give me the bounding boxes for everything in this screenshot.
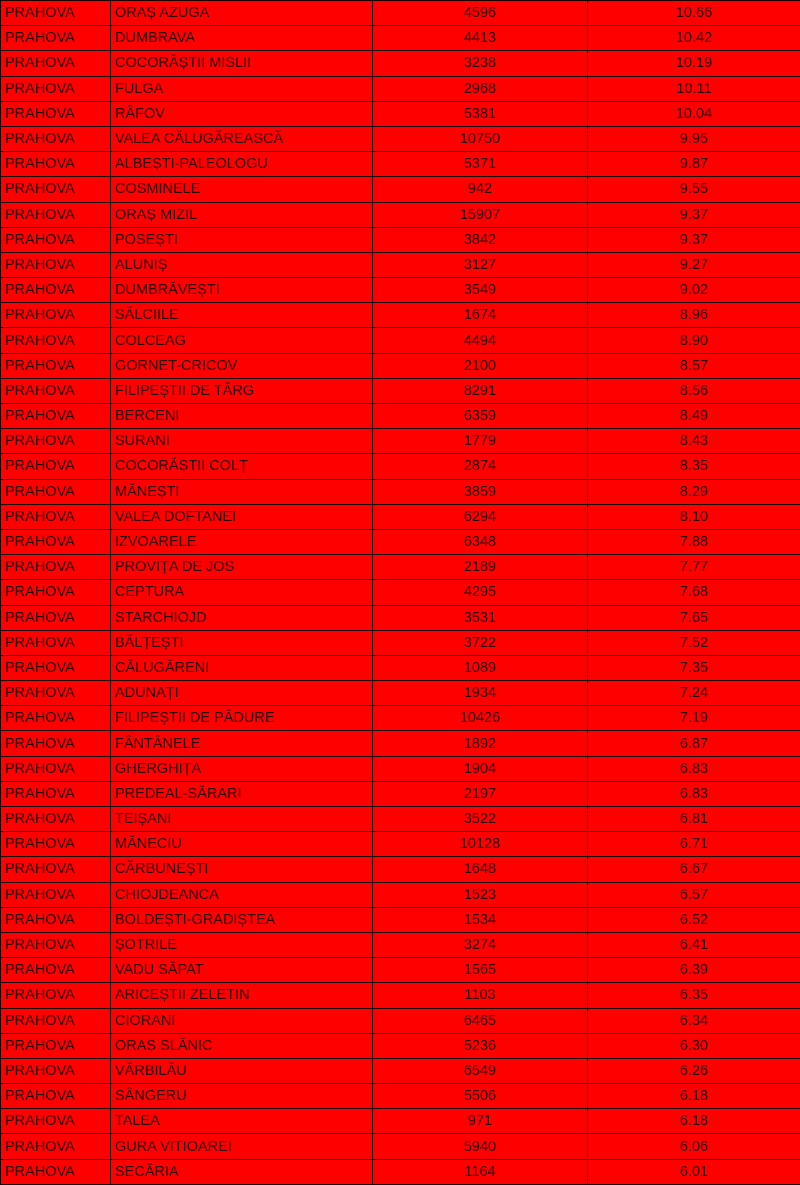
population-cell: 3238 [373, 51, 588, 76]
county-cell: PRAHOVA [1, 353, 111, 378]
locality-cell: CIORANI [111, 1008, 373, 1033]
county-cell: PRAHOVA [1, 958, 111, 983]
locality-cell: ORAȘ SLĂNIC [111, 1033, 373, 1058]
value-cell: 7.65 [588, 605, 800, 630]
locality-cell: SÂNGERU [111, 1084, 373, 1109]
population-cell: 3859 [373, 479, 588, 504]
value-cell: 8.57 [588, 353, 800, 378]
table-row [1, 479, 800, 504]
table-row [1, 1058, 800, 1083]
locality-cell: ORAȘ MIZIL [111, 202, 373, 227]
table-row [1, 630, 800, 655]
population-cell: 1904 [373, 756, 588, 781]
table-row [1, 1, 800, 26]
locality-cell: SECĂRIA [111, 1159, 373, 1184]
county-cell: PRAHOVA [1, 1008, 111, 1033]
county-cell: PRAHOVA [1, 630, 111, 655]
population-cell: 5381 [373, 101, 588, 126]
locality-cell: ORAȘ AZUGA [111, 1, 373, 26]
table-row [1, 101, 800, 126]
county-cell: PRAHOVA [1, 983, 111, 1008]
locality-cell: STARCHIOJD [111, 605, 373, 630]
population-cell: 1534 [373, 907, 588, 932]
population-cell: 5371 [373, 152, 588, 177]
table-row [1, 580, 800, 605]
population-cell: 3274 [373, 932, 588, 957]
table-row [1, 429, 800, 454]
population-cell: 10426 [373, 706, 588, 731]
county-cell: PRAHOVA [1, 681, 111, 706]
county-cell: PRAHOVA [1, 177, 111, 202]
value-cell: 6.57 [588, 882, 800, 907]
value-cell: 7.24 [588, 681, 800, 706]
population-cell: 1892 [373, 731, 588, 756]
population-cell: 1648 [373, 857, 588, 882]
value-cell: 9.95 [588, 126, 800, 151]
county-cell: PRAHOVA [1, 126, 111, 151]
table-row [1, 252, 800, 277]
locality-cell: COLCEAG [111, 328, 373, 353]
value-cell: 6.87 [588, 731, 800, 756]
value-cell: 8.56 [588, 378, 800, 403]
county-cell: PRAHOVA [1, 278, 111, 303]
locality-cell: VALEA DOFTANEI [111, 504, 373, 529]
locality-cell: FILIPEȘTII DE TÂRG [111, 378, 373, 403]
table-row [1, 1109, 800, 1134]
table-row [1, 227, 800, 252]
locality-cell: DUMBRAVA [111, 26, 373, 51]
table-row [1, 1008, 800, 1033]
county-cell: PRAHOVA [1, 882, 111, 907]
county-cell: PRAHOVA [1, 907, 111, 932]
population-cell: 1103 [373, 983, 588, 1008]
population-cell: 1674 [373, 303, 588, 328]
value-cell: 6.83 [588, 781, 800, 806]
value-cell: 9.87 [588, 152, 800, 177]
county-cell: PRAHOVA [1, 832, 111, 857]
table-row [1, 605, 800, 630]
value-cell: 6.30 [588, 1033, 800, 1058]
value-cell: 9.37 [588, 227, 800, 252]
population-cell: 5940 [373, 1134, 588, 1159]
locality-cell: ADUNAȚI [111, 681, 373, 706]
county-cell: PRAHOVA [1, 76, 111, 101]
population-cell: 1164 [373, 1159, 588, 1184]
value-cell: 8.96 [588, 303, 800, 328]
value-cell: 6.01 [588, 1159, 800, 1184]
locality-cell: BERCENI [111, 404, 373, 429]
table-row [1, 655, 800, 680]
table-row [1, 328, 800, 353]
table-row [1, 681, 800, 706]
county-cell: PRAHOVA [1, 731, 111, 756]
county-cell: PRAHOVA [1, 1, 111, 26]
table-row [1, 983, 800, 1008]
locality-cell: CĂLUGĂRENI [111, 655, 373, 680]
value-cell: 7.19 [588, 706, 800, 731]
locality-cell: ALUNIȘ [111, 252, 373, 277]
county-cell: PRAHOVA [1, 479, 111, 504]
table-row [1, 706, 800, 731]
county-cell: PRAHOVA [1, 1159, 111, 1184]
county-cell: PRAHOVA [1, 101, 111, 126]
county-cell: PRAHOVA [1, 26, 111, 51]
county-cell: PRAHOVA [1, 655, 111, 680]
county-cell: PRAHOVA [1, 1134, 111, 1159]
value-cell: 6.35 [588, 983, 800, 1008]
population-cell: 2197 [373, 781, 588, 806]
locality-cell: TEIȘANI [111, 807, 373, 832]
county-cell: PRAHOVA [1, 706, 111, 731]
table-row [1, 177, 800, 202]
value-cell: 10.04 [588, 101, 800, 126]
county-cell: PRAHOVA [1, 429, 111, 454]
locality-cell: MĂNECIU [111, 832, 373, 857]
value-cell: 8.43 [588, 429, 800, 454]
locality-cell: GURA VITIOAREI [111, 1134, 373, 1159]
value-cell: 6.81 [588, 807, 800, 832]
table-row [1, 907, 800, 932]
table-row [1, 303, 800, 328]
table-row [1, 504, 800, 529]
county-cell: PRAHOVA [1, 152, 111, 177]
county-cell: PRAHOVA [1, 1084, 111, 1109]
population-cell: 1934 [373, 681, 588, 706]
population-cell: 3127 [373, 252, 588, 277]
county-cell: PRAHOVA [1, 378, 111, 403]
locality-cell: SURANI [111, 429, 373, 454]
population-cell: 4295 [373, 580, 588, 605]
population-cell: 1089 [373, 655, 588, 680]
value-cell: 8.35 [588, 454, 800, 479]
table-row [1, 278, 800, 303]
population-cell: 4596 [373, 1, 588, 26]
locality-cell: CHIOJDEANCA [111, 882, 373, 907]
locality-cell: PROVIȚA DE JOS [111, 555, 373, 580]
table-row [1, 1033, 800, 1058]
table-row [1, 731, 800, 756]
locality-cell: FULGA [111, 76, 373, 101]
value-cell: 7.77 [588, 555, 800, 580]
population-cell: 2968 [373, 76, 588, 101]
value-cell: 7.52 [588, 630, 800, 655]
value-cell: 6.67 [588, 857, 800, 882]
population-cell: 1565 [373, 958, 588, 983]
value-cell: 6.39 [588, 958, 800, 983]
value-cell: 9.27 [588, 252, 800, 277]
table-row [1, 378, 800, 403]
county-cell: PRAHOVA [1, 857, 111, 882]
county-cell: PRAHOVA [1, 51, 111, 76]
population-cell: 3549 [373, 278, 588, 303]
value-cell: 10.11 [588, 76, 800, 101]
population-cell: 1779 [373, 429, 588, 454]
locality-cell: GORNET-CRICOV [111, 353, 373, 378]
county-cell: PRAHOVA [1, 1033, 111, 1058]
locality-cell: FÂNTÂNELE [111, 731, 373, 756]
county-cell: PRAHOVA [1, 529, 111, 554]
population-cell: 3722 [373, 630, 588, 655]
locality-cell: VADU SĂPAT [111, 958, 373, 983]
population-cell: 4494 [373, 328, 588, 353]
table-row [1, 1134, 800, 1159]
county-cell: PRAHOVA [1, 807, 111, 832]
value-cell: 6.18 [588, 1109, 800, 1134]
population-cell: 10750 [373, 126, 588, 151]
table-row [1, 756, 800, 781]
value-cell: 9.02 [588, 278, 800, 303]
table-row [1, 932, 800, 957]
county-cell: PRAHOVA [1, 605, 111, 630]
table-row [1, 454, 800, 479]
county-cell: PRAHOVA [1, 454, 111, 479]
population-cell: 6348 [373, 529, 588, 554]
population-cell: 6549 [373, 1058, 588, 1083]
table-row [1, 555, 800, 580]
population-cell: 6359 [373, 404, 588, 429]
locality-cell: PREDEAL-SĂRARI [111, 781, 373, 806]
value-cell: 7.68 [588, 580, 800, 605]
table-row [1, 529, 800, 554]
population-cell: 15907 [373, 202, 588, 227]
table-row [1, 1159, 800, 1184]
population-cell: 2100 [373, 353, 588, 378]
county-cell: PRAHOVA [1, 756, 111, 781]
county-cell: PRAHOVA [1, 227, 111, 252]
locality-cell: FILIPEȘTII DE PĂDURE [111, 706, 373, 731]
locality-cell: COSMINELE [111, 177, 373, 202]
table-row [1, 857, 800, 882]
value-cell: 7.88 [588, 529, 800, 554]
county-cell: PRAHOVA [1, 504, 111, 529]
locality-cell: CĂRBUNEȘTI [111, 857, 373, 882]
table-row [1, 404, 800, 429]
table-row [1, 126, 800, 151]
population-cell: 6465 [373, 1008, 588, 1033]
locality-cell: COCORĂȘTII COLȚ [111, 454, 373, 479]
value-cell: 8.29 [588, 479, 800, 504]
locality-cell: VĂRBILĂU [111, 1058, 373, 1083]
table-row [1, 353, 800, 378]
locality-cell: BOLDEȘTI-GRADIȘTEA [111, 907, 373, 932]
locality-cell: BĂLȚEȘTI [111, 630, 373, 655]
population-cell: 5506 [373, 1084, 588, 1109]
population-cell: 4413 [373, 26, 588, 51]
locality-cell: ALBEȘTI-PALEOLOGU [111, 152, 373, 177]
county-cell: PRAHOVA [1, 932, 111, 957]
value-cell: 6.34 [588, 1008, 800, 1033]
value-cell: 8.10 [588, 504, 800, 529]
population-cell: 942 [373, 177, 588, 202]
table-row [1, 807, 800, 832]
value-cell: 8.90 [588, 328, 800, 353]
population-cell: 971 [373, 1109, 588, 1134]
value-cell: 6.41 [588, 932, 800, 957]
value-cell: 6.06 [588, 1134, 800, 1159]
value-cell: 8.49 [588, 404, 800, 429]
value-cell: 10.42 [588, 26, 800, 51]
value-cell: 7.35 [588, 655, 800, 680]
table-row [1, 781, 800, 806]
county-cell: PRAHOVA [1, 1058, 111, 1083]
table-row [1, 26, 800, 51]
population-cell: 2189 [373, 555, 588, 580]
county-cell: PRAHOVA [1, 303, 111, 328]
locality-cell: IZVOARELE [111, 529, 373, 554]
table-body [1, 1, 800, 1185]
population-cell: 10128 [373, 832, 588, 857]
population-cell: 3842 [373, 227, 588, 252]
county-cell: PRAHOVA [1, 404, 111, 429]
population-cell: 3522 [373, 807, 588, 832]
population-cell: 1523 [373, 882, 588, 907]
value-cell: 10.66 [588, 1, 800, 26]
table-row [1, 832, 800, 857]
table-row [1, 76, 800, 101]
value-cell: 10.19 [588, 51, 800, 76]
locality-cell: ȘOTRILE [111, 932, 373, 957]
county-cell: PRAHOVA [1, 328, 111, 353]
locality-cell: TALEA [111, 1109, 373, 1134]
table-row [1, 882, 800, 907]
locality-cell: CEPTURA [111, 580, 373, 605]
table-row [1, 1084, 800, 1109]
county-cell: PRAHOVA [1, 1109, 111, 1134]
locality-cell: POSEȘTI [111, 227, 373, 252]
locality-cell: ARICEȘTII ZELETIN [111, 983, 373, 1008]
table-row [1, 202, 800, 227]
locality-cell: DUMBRĂVEȘTI [111, 278, 373, 303]
county-cell: PRAHOVA [1, 202, 111, 227]
county-cell: PRAHOVA [1, 580, 111, 605]
table-row [1, 51, 800, 76]
population-cell: 2874 [373, 454, 588, 479]
population-cell: 5236 [373, 1033, 588, 1058]
locality-cell: SĂLCIILE [111, 303, 373, 328]
population-cell: 3531 [373, 605, 588, 630]
value-cell: 9.37 [588, 202, 800, 227]
county-cell: PRAHOVA [1, 781, 111, 806]
locality-cell: GHERGHIȚA [111, 756, 373, 781]
value-cell: 6.52 [588, 907, 800, 932]
population-cell: 8291 [373, 378, 588, 403]
county-cell: PRAHOVA [1, 252, 111, 277]
county-cell: PRAHOVA [1, 555, 111, 580]
table-row [1, 152, 800, 177]
table-row [1, 958, 800, 983]
value-cell: 6.83 [588, 756, 800, 781]
value-cell: 6.18 [588, 1084, 800, 1109]
locality-cell: MĂNEȘTI [111, 479, 373, 504]
locality-cell: RÂFOV [111, 101, 373, 126]
value-cell: 9.55 [588, 177, 800, 202]
value-cell: 6.71 [588, 832, 800, 857]
locality-cell: VALEA CĂLUGĂREASCĂ [111, 126, 373, 151]
population-cell: 6294 [373, 504, 588, 529]
value-cell: 6.26 [588, 1058, 800, 1083]
locality-cell: COCORĂȘTII MISLII [111, 51, 373, 76]
